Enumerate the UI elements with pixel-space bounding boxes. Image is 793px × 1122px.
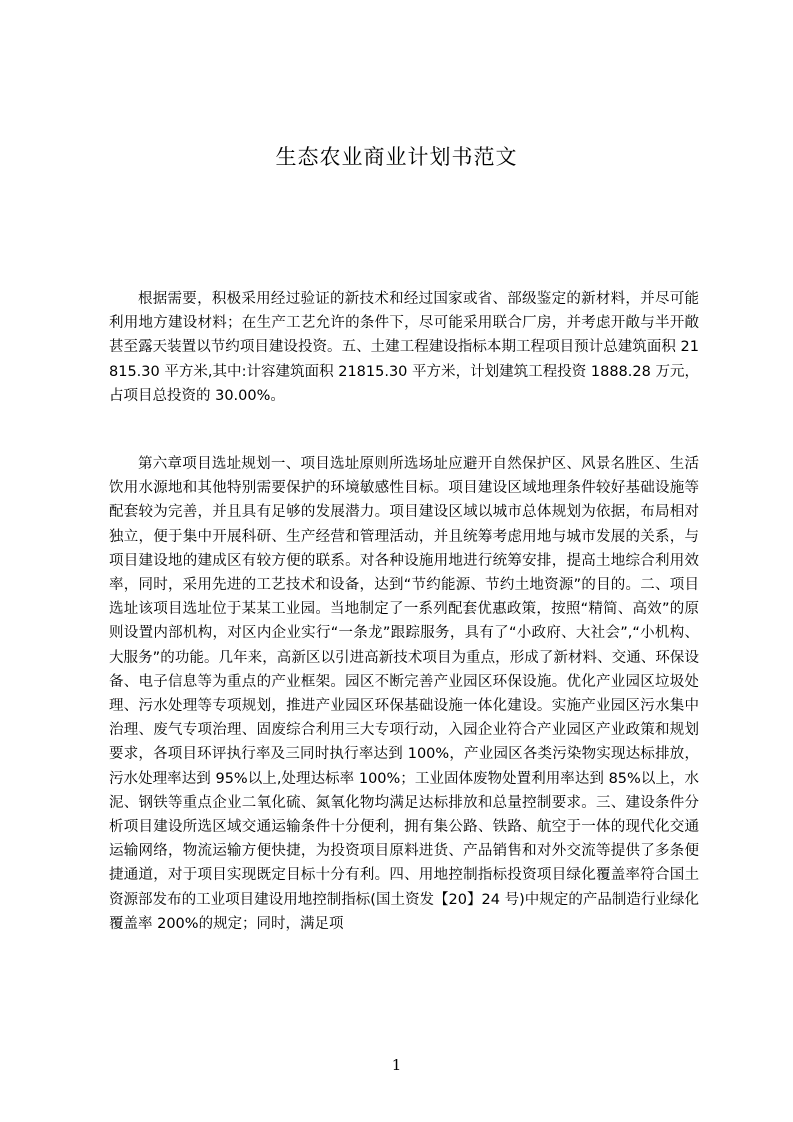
page-title: 生态农业商业计划书范文 (275, 145, 518, 169)
body-paragraph-1: 根据需要，积极采用经过验证的新技术和经过国家或省、部级鉴定的新材料，并尽可能利用地方建设材料；在生产工艺允许的条件下，尽可能采用联合厂房，并考虑开敞与半开敞甚至露天装置以节约项目建设投资。五、土建工程建设指标本期工程项目预计总建筑面积 21815.30 平方米,其中:计容建筑面积 21815.30 平方米，计划建筑工程投资 1888.28 万元，占项目总投资的 30.00%。 (109, 291, 699, 404)
page-number: 1 (391, 1056, 402, 1074)
body-paragraph-2: 第六章项目选址规划一、项目选址原则所选场址应避开自然保护区、风景名胜区、生活饮用水源地和其他特别需要保护的环境敏感性目标。项目建设区域地理条件较好基础设施等配套较为完善，并且具有足够的发展潜力。项目建设区域以城市总体规划为依据，布局相对独立，便于集中开展科研、生产经营和管理活动，并且统筹考虑用地与城市发展的关系，与项目建设地的建成区有较方便的联系。对各种设施用地进行统筹安排，提高土地综合利用效率，同时，采用先进的工艺技术和设备，达到“节约能源、节约土地资源”的目的。二、项目选址该项目选址位于某某工业园。当地制定了一系列配套优惠政策，按照“精简、高效”的原则设置内部机构，对区内企业实行“一条龙”跟踪服务，具有了“小政府、大社会”,“小机构、大服务”的功能。几年来，高新区以引进高新技术项目为重点，形成了新材料、交通、环保设备、电子信息等为重点的产业框架。园区不断完善产业园区环保设施。优化产业园区垃圾处理、污水处理等专项规划，推进产业园区环保基础设施一体化建设。实施产业园区污水集中治理、废气专项治理、固废综合利用三大专项行动，入园企业符合产业园区产业政策和规划要求，各项目环评执行率及三同时执行率达到 100%，产业园区各类污染物实现达标排放，污水处理率达到 95%以上,处理达标率 100%；工业固体废物处置利用率达到 85%以上，水泥、钢铁等重点企业二氧化硫、氮氧化物均满足达标排放和总量控制要求。三、建设条件分析项目建设所选区域交通运输条件十分便利，拥有集公路、铁路、航空于一体的现代化交通运输网络，物流运输方便快捷，为投资项目原料进货、产品销售和对外交流等提供了多条便捷通道，对于项目实现既定目标十分有利。四、用地控制指标投资项目绿化覆盖率符合国土资源部发布的工业项目建设用地控制指标(国土资发【20】24 号)中规定的产品制造行业绿化覆盖率 200%的规定；同时，满足项 (109, 456, 699, 932)
